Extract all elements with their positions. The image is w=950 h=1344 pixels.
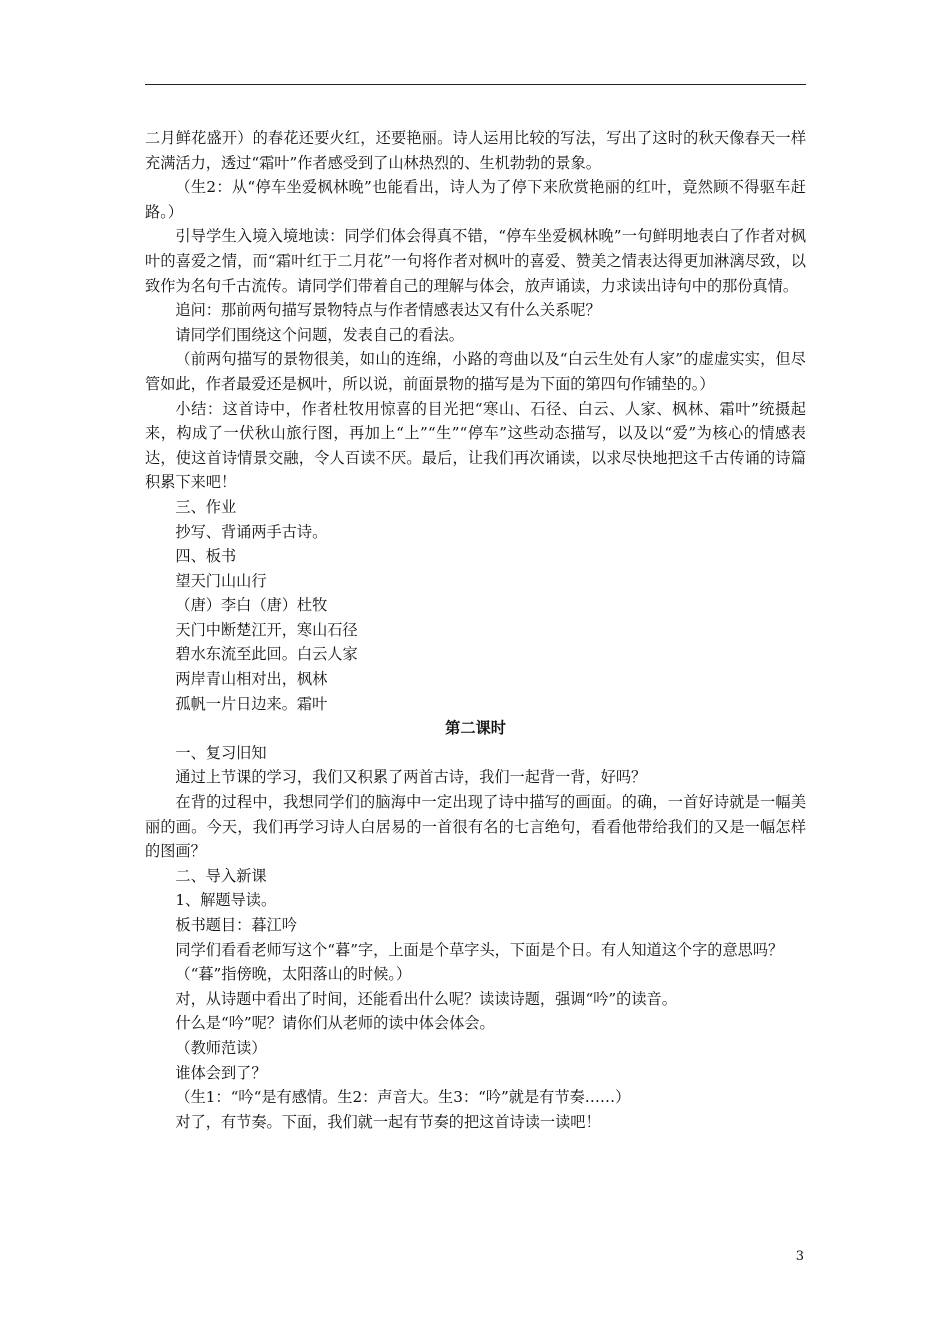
- paragraph: 请同学们围绕这个问题，发表自己的看法。: [175, 325, 464, 344]
- paragraph: 谁体会到了？: [175, 1063, 267, 1082]
- paragraph: 二月鲜花盛开）的春花还要火红，还要艳丽。诗人运用比较的写法，写出了这时的秋天像春天一样充满活力，透过“霜叶”作者感受到了山林热烈的、生机勃勃的景象。: [145, 129, 806, 172]
- board-line: （唐）李白（唐）杜牧: [175, 596, 328, 615]
- paragraph: 小结：这首诗中，作者杜牧用惊喜的目光把“寒山、石径、白云、人家、枫林、霜叶”统摄起来，构成了一伏秋山旅行图，再加上“上”“生”“停车”这些动态描写，以及以“爱”为核心的情感表达，使这首诗情景交融，令人百读不厌。最后，让我们再次诵读，以求尽快地把这千古传诵的诗篇积累下来吧！: [145, 399, 806, 492]
- paragraph: （“暮”指傍晚，太阳落山的时候。）: [175, 965, 412, 984]
- paragraph: 什么是“吟”呢？请你们从老师的读中体会体会。: [175, 1014, 495, 1033]
- board-line: 两岸青山相对出，枫林: [175, 670, 328, 689]
- paragraph: （生1：“吟“是有感情。生2：声音大。生3：“吟”就是有节奏……）: [175, 1088, 631, 1107]
- paragraph: 1、解题导读。: [175, 891, 277, 910]
- header-rule: [145, 84, 806, 85]
- page-number: 3: [795, 1249, 804, 1264]
- section-heading: 四、板书: [175, 547, 237, 566]
- paragraph: 引导学生入境入境地读：同学们体会得真不错，“停车坐爱枫林晚”一句鲜明地表白了作者对枫叶的喜爱之情，而“霜叶红于二月花”一句将作者对枫叶的喜爱、赞美之情表达得更加淋漓尽致，以致作为名句千古流传。请同学们带着自己的理解与体会，放声诵读，力求读出诗句中的那份真情。: [145, 227, 806, 295]
- paragraph: 在背的过程中，我想同学们的脑海中一定出现了诗中描写的画面。的确，一首好诗就是一幅美丽的画。今天，我们再学习诗人白居易的一首很有名的七言绝句，看看他带给我们的又是一幅怎样的图画？: [145, 793, 806, 861]
- paragraph: 抄写、背诵两手古诗。: [175, 522, 328, 541]
- paragraph: 板书题目：暮江吟: [175, 916, 297, 934]
- paragraph: （前两句描写的景物很美，如山的连绵，小路的弯曲以及“白云生处有人家”的虚虚实实，但尽管如此，作者最爱还是枫叶，所以说，前面景物的描写是为下面的第四句作铺垫的。）: [145, 350, 806, 393]
- paragraph: 通过上节课的学习，我们又积累了两首古诗，我们一起背一背，好吗？: [175, 768, 647, 787]
- section-heading: 三、作业: [175, 497, 237, 516]
- board-line: 孤帆一片日边来。霜叶: [175, 694, 328, 713]
- paragraph: （教师范读）: [175, 1038, 267, 1057]
- document-body: [145, 126, 806, 1134]
- paragraph: （生2：从“停车坐爱枫林晚”也能看出，诗人为了停下来欣赏艳丽的红叶，竟然顾不得驱车赶路。）: [145, 178, 806, 221]
- section-heading: 二、导入新课: [175, 866, 267, 885]
- section-heading: 一、复习旧知: [175, 743, 267, 762]
- paragraph: 追问：那前两句描写景物特点与作者情感表达又有什么关系呢？: [175, 301, 601, 320]
- paragraph: 同学们看看老师写这个“暮”字，上面是个草字头，下面是个日。有人知道这个字的意思吗？: [175, 940, 784, 959]
- lesson-title: 第二课时: [445, 719, 506, 738]
- paragraph: 对了，有节奏。下面，我们就一起有节奏的把这首诗读一读吧！: [175, 1112, 601, 1131]
- board-line: 望天门山山行: [175, 571, 267, 590]
- board-line: 天门中断楚江开，寒山石径: [175, 620, 358, 639]
- paragraph: 对，从诗题中看出了时间，还能看出什么呢？读读诗题，强调“吟”的读音。: [175, 989, 677, 1008]
- board-line: 碧水东流至此回。白云人家: [175, 645, 358, 664]
